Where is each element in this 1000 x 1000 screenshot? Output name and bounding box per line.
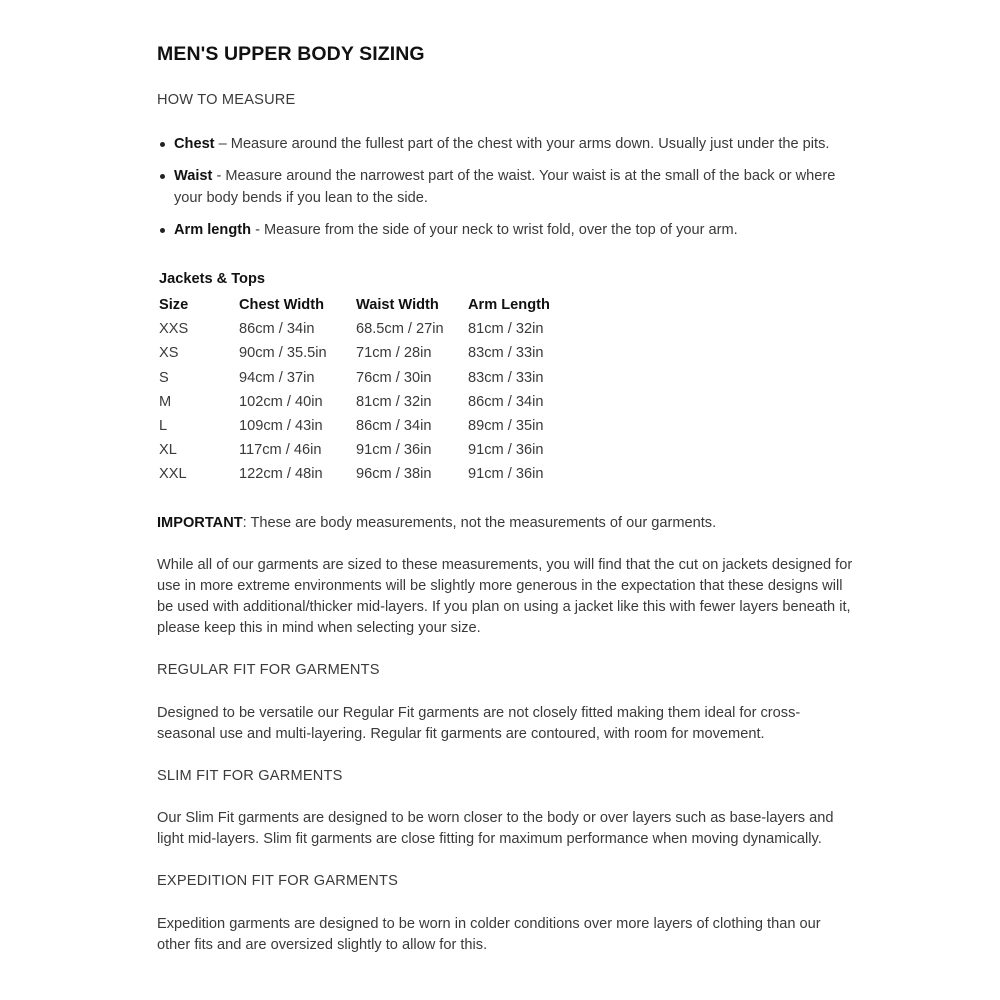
waist-term: Waist bbox=[174, 168, 213, 184]
header-size: Size bbox=[159, 297, 189, 313]
cell-size: XL bbox=[159, 442, 177, 459]
cell-size: S bbox=[159, 369, 169, 386]
chest-separator: – bbox=[214, 136, 231, 152]
table-row bbox=[159, 438, 579, 462]
regular-fit-text: Designed to be versatile our Regular Fit garments are not closely fitted making them ideal for cross-seasonal use and multi-layering. Regular fit garments are contoured, with room for movement. bbox=[157, 705, 801, 742]
cell-size: M bbox=[159, 393, 172, 410]
expedition-fit-heading: EXPEDITION FIT FOR GARMENTS bbox=[157, 873, 399, 889]
page-title: MEN'S UPPER BODY SIZING bbox=[157, 43, 425, 65]
header-chest-width: Chest Width bbox=[239, 297, 324, 313]
fit-note-paragraph: While all of our garments are sized to these measurements, you will find that the cut on jackets designed for use in more extreme environments will be slightly more generous in the expectation that these designs will be used with additional/thicker mid-layers. If you plan on using a jacket like this with fewer layers beneath it, please keep this in mind when selecting your size. bbox=[157, 557, 853, 636]
cell-size: XXS bbox=[159, 321, 189, 338]
cell-chest: 86cm / 34in bbox=[239, 321, 315, 338]
cell-waist: 91cm / 36in bbox=[356, 442, 432, 459]
expedition-fit-text: Expedition garments are designed to be worn in colder conditions over more layers of clothing than our other fits and are oversized slightly to allow for this. bbox=[157, 916, 821, 953]
cell-waist: 86cm / 34in bbox=[356, 417, 432, 434]
cell-arm: 91cm / 36in bbox=[468, 442, 544, 459]
arm-length-separator: - bbox=[251, 222, 265, 238]
cell-arm: 83cm / 33in bbox=[468, 369, 544, 386]
table-row bbox=[159, 390, 579, 414]
important-label: IMPORTANT bbox=[157, 515, 243, 531]
table-row bbox=[159, 366, 579, 390]
waist-separator: - bbox=[212, 168, 226, 184]
list-item-waist bbox=[160, 165, 860, 209]
list-item-arm-length bbox=[160, 219, 860, 241]
cell-waist: 71cm / 28in bbox=[356, 345, 432, 362]
size-table bbox=[159, 269, 579, 487]
header-arm-length: Arm Length bbox=[468, 297, 550, 313]
important-text: : These are body measurements, not the measurements of our garments. bbox=[242, 515, 717, 531]
chest-term: Chest bbox=[174, 136, 215, 152]
cell-size: XS bbox=[159, 345, 179, 362]
arm-length-term: Arm length bbox=[174, 222, 252, 238]
cell-waist: 96cm / 38in bbox=[356, 466, 432, 483]
waist-description: Measure around the narrowest part of the waist. Your waist is at the small of the back or where your body bends if you lean to the side. bbox=[174, 168, 836, 206]
cell-arm: 81cm / 32in bbox=[468, 321, 544, 338]
table-caption: Jackets & Tops bbox=[159, 271, 265, 287]
cell-chest: 117cm / 46in bbox=[239, 442, 322, 459]
cell-chest: 122cm / 48in bbox=[239, 466, 323, 483]
cell-size: L bbox=[159, 417, 168, 434]
how-to-measure-heading: HOW TO MEASURE bbox=[157, 92, 296, 108]
measurement-list bbox=[160, 133, 860, 241]
cell-waist: 81cm / 32in bbox=[356, 393, 432, 410]
slim-fit-heading: SLIM FIT FOR GARMENTS bbox=[157, 768, 343, 784]
cell-chest: 94cm / 37in bbox=[239, 369, 315, 386]
cell-chest: 109cm / 43in bbox=[239, 417, 323, 434]
table-header-row bbox=[159, 293, 579, 317]
table-row bbox=[159, 317, 579, 341]
chest-description: Measure around the fullest part of the chest with your arms down. Usually just under the pits. bbox=[230, 136, 830, 152]
table-row bbox=[159, 462, 579, 486]
header-waist-width: Waist Width bbox=[356, 297, 439, 313]
cell-arm: 86cm / 34in bbox=[468, 393, 544, 410]
cell-waist: 76cm / 30in bbox=[356, 369, 432, 386]
cell-chest: 102cm / 40in bbox=[239, 393, 323, 410]
cell-size: XXL bbox=[159, 466, 187, 483]
important-note bbox=[157, 513, 857, 534]
cell-arm: 83cm / 33in bbox=[468, 345, 544, 362]
cell-arm: 89cm / 35in bbox=[468, 417, 544, 434]
cell-arm: 91cm / 36in bbox=[468, 466, 544, 483]
regular-fit-heading: REGULAR FIT FOR GARMENTS bbox=[157, 662, 380, 678]
slim-fit-text: Our Slim Fit garments are designed to be worn closer to the body or over layers such as base-layers and light mid-layers. Slim fit garments are close fitting for maximum performance when moving dynamically. bbox=[157, 810, 834, 847]
cell-chest: 90cm / 35.5in bbox=[239, 345, 327, 362]
arm-length-description: Measure from the side of your neck to wrist fold, over the top of your arm. bbox=[264, 222, 738, 238]
cell-waist: 68.5cm / 27in bbox=[356, 321, 444, 338]
list-item-chest bbox=[160, 133, 860, 155]
table-row bbox=[159, 414, 579, 438]
table-row bbox=[159, 341, 579, 365]
